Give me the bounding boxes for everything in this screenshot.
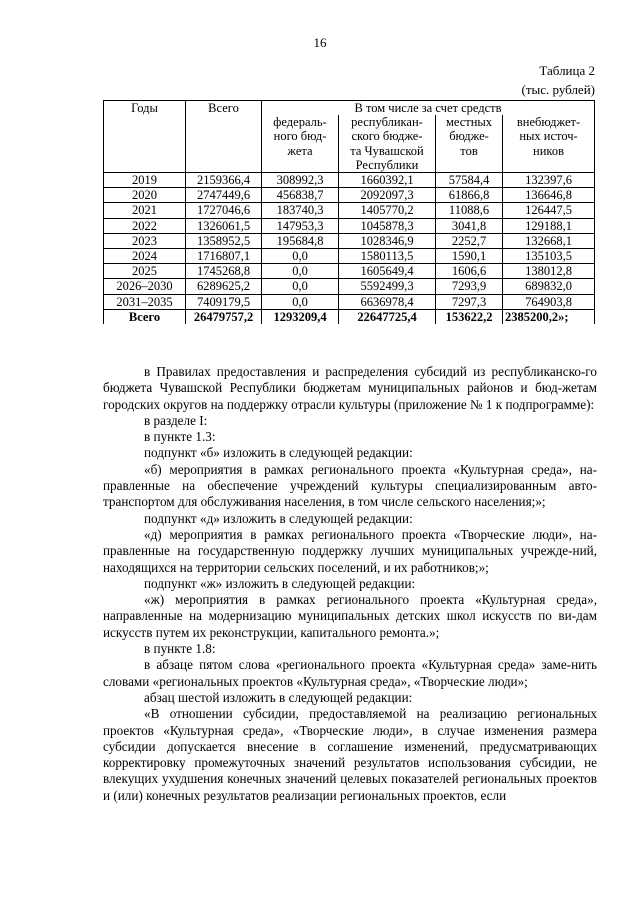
table-cell: 0,0: [262, 264, 339, 279]
table-cell: 129188,1: [503, 218, 595, 233]
table-cell: 1590,1: [436, 249, 503, 264]
table-cell: Всего: [104, 309, 186, 324]
table-cell: 7409179,5: [186, 294, 262, 309]
paragraph: подпункт «ж» изложить в следующей редакции:: [144, 575, 416, 591]
table-row: [104, 264, 595, 279]
table-cell: 7297,3: [436, 294, 503, 309]
table-cell: 2747449,6: [186, 188, 262, 203]
table-cell: 7293,9: [436, 279, 503, 294]
table-cell: 1045878,3: [339, 218, 436, 233]
table-cell: 6289625,2: [186, 279, 262, 294]
table-cell: 2092097,3: [339, 188, 436, 203]
table-cell: 6636978,4: [339, 294, 436, 309]
header-extra: внебюджет- ных источ- ников: [503, 115, 595, 172]
table-caption: Таблица 2: [539, 63, 595, 78]
table-cell: 1745268,8: [186, 264, 262, 279]
table-total-row: [104, 309, 595, 324]
paragraph: в пункте 1.3:: [144, 429, 216, 445]
table-cell: 764903,8: [503, 294, 595, 309]
table-cell: 22647725,4: [339, 309, 436, 324]
page-number: 16: [313, 35, 327, 50]
paragraph: в разделе I:: [144, 412, 208, 428]
paragraph: «б) мероприятия в рамках регионального проекта «Культурная среда», на-правленные на обеспечение учреждений культуры специализированным авто-транспортом для обслуживания населения, в том числе сельского населения;»;: [103, 461, 597, 510]
paragraph: «ж) мероприятия в рамках регионального проекта «Культурная среда», направленные на модернизацию муниципальных детских школ искусств по ви-дам искусств путем их реконструкции, капитального ремонта.»;: [103, 592, 597, 640]
header-total: Всего: [186, 101, 262, 173]
table-cell: 2031–2035: [104, 294, 186, 309]
table-row: [104, 218, 595, 233]
table-cell: 1580113,5: [339, 249, 436, 264]
table-cell: 1358952,5: [186, 233, 262, 248]
table-row: [104, 173, 595, 188]
table-cell: 3041,8: [436, 218, 503, 233]
table-cell: 2022: [104, 218, 186, 233]
table-cell: 2252,7: [436, 233, 503, 248]
table-cell: 308992,3: [262, 173, 339, 188]
table-cell: 135103,5: [503, 249, 595, 264]
table-units: (тыс. рублей): [521, 82, 595, 97]
table-row: [104, 188, 595, 203]
paragraph: подпункт «д» изложить в следующей редакции:: [144, 510, 413, 526]
paragraph: абзац шестой изложить в следующей редакции:: [144, 689, 413, 705]
paragraph: «В отношении субсидии, предоставляемой на реализацию региональных проектов «Культурная среда», «Творческие люди», в случае изменения размера субсидии допускается внесение в соглашение изменений, предусматривающих корректировку промежуточных значений результатов использования субсидии, не влекущих ухудшения конечных значений целевых показателей региональных проектов и (или) конечных результатов реализации региональных проектов, если: [103, 706, 597, 803]
table-cell: 0,0: [262, 279, 339, 294]
funding-table: [103, 100, 595, 324]
table-cell: 1405770,2: [339, 203, 436, 218]
table-row: [104, 279, 595, 294]
table-row: [104, 294, 595, 309]
table-cell: 2023: [104, 233, 186, 248]
table-cell: 2020: [104, 188, 186, 203]
table-cell: 1716807,1: [186, 249, 262, 264]
paragraph: в Правилах предоставления и распределения субсидий из республиканско-го бюджета Чувашской Республики бюджетам муниципальных районов и бюд-жетам городских округов на поддержку отрасли культуры (приложение № 1 к подпрограмме):: [103, 364, 597, 412]
table-cell: 132397,6: [503, 173, 595, 188]
table-cell: 2026–2030: [104, 279, 186, 294]
table-cell: 689832,0: [503, 279, 595, 294]
header-federal: федераль- ного бюд- жета: [262, 115, 339, 172]
table-cell: 2159366,4: [186, 173, 262, 188]
header-years: Годы: [104, 101, 186, 173]
table-cell: 132668,1: [503, 233, 595, 248]
table-cell: 195684,8: [262, 233, 339, 248]
body-text: [103, 364, 597, 804]
table-cell: 2385200,2»;: [503, 309, 595, 324]
paragraph: в пункте 1.8:: [144, 641, 216, 657]
table-cell: 126447,5: [503, 203, 595, 218]
table-header-row: [104, 101, 595, 116]
table-cell: 1293209,4: [262, 309, 339, 324]
table-cell: 2025: [104, 264, 186, 279]
table-cell: 1605649,4: [339, 264, 436, 279]
table-cell: 1028346,9: [339, 233, 436, 248]
table-row: [104, 233, 595, 248]
table-cell: 11088,6: [436, 203, 503, 218]
table-cell: 2021: [104, 203, 186, 218]
table-cell: 0,0: [262, 294, 339, 309]
table-cell: 183740,3: [262, 203, 339, 218]
header-local: местных бюдже- тов: [436, 115, 503, 172]
table-cell: 1606,6: [436, 264, 503, 279]
table-cell: 456838,7: [262, 188, 339, 203]
table-cell: 1727046,6: [186, 203, 262, 218]
table-cell: 57584,4: [436, 173, 503, 188]
table-cell: 61866,8: [436, 188, 503, 203]
paragraph: в абзаце пятом слова «регионального проекта «Культурная среда» заме-нить словами «региональных проектов «Культурная среда», «Творческие люди»;: [103, 657, 597, 689]
table-row: [104, 203, 595, 218]
table-cell: 2019: [104, 173, 186, 188]
table-cell: 153622,2: [436, 309, 503, 324]
table-row: [104, 249, 595, 264]
table-cell: 147953,3: [262, 218, 339, 233]
table-cell: 2024: [104, 249, 186, 264]
header-group: В том числе за счет средств: [262, 101, 595, 116]
table-cell: 1660392,1: [339, 173, 436, 188]
table-cell: 5592499,3: [339, 279, 436, 294]
table-cell: 26479757,2: [186, 309, 262, 324]
table-cell: 0,0: [262, 249, 339, 264]
table-cell: 1326061,5: [186, 218, 262, 233]
header-republic: республикан- ского бюдже- та Чувашской Республики: [339, 115, 436, 172]
paragraph: «д) мероприятия в рамках регионального проекта «Творческие люди», на-правленные на государственную поддержку лучших муниципальных учрежде-ний, находящихся на территории сельских поселений, и их работников;»;: [103, 526, 597, 575]
table-cell: 136646,8: [503, 188, 595, 203]
paragraph: подпункт «б» изложить в следующей редакции:: [144, 445, 413, 461]
table-cell: 138012,8: [503, 264, 595, 279]
